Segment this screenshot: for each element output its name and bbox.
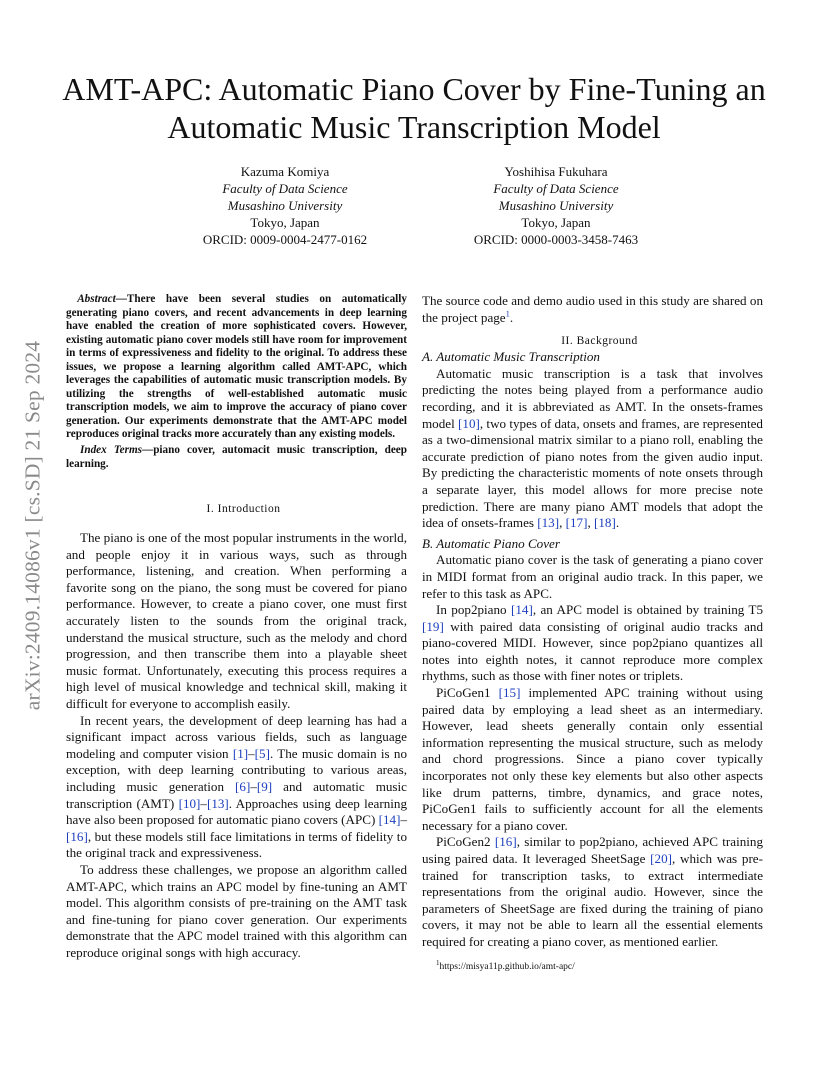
citation-link[interactable]: [16] [494,834,517,850]
author-orcid: ORCID: 0009-0004-2477-0162 [202,232,368,247]
arxiv-identifier: arXiv:2409.14086v1 [cs.SD] 21 Sep 2024 [20,340,45,710]
index-terms: Index Terms—piano cover, automacit music transcription, deep learning. [66,444,407,470]
abstract-text: There have been several studies on automatically generating piano covers, and recent advancements in deep learning have enabled the creation of more sophisticated covers. However, existing automatic piano cover models still have room for improvement in terms of expressiveness and fidelity to the original. To address these issues, we propose a learning algorithm called AMT-APC, which leverages the capabilities of automatic music transcription models. By utilizing the strengths of well-established automatic music transcription models, we aim to improve the accuracy of piano cover generation. Our experiments demonstrate that the AMT-APC model reproduces original tracks more accurately than any existing models. [66,293,407,441]
abstract: Abstract—There have been several studies on automatically generating piano covers, and recent advancements in deep learning have enabled the creation of more sophisticated covers. However, existing automatic piano cover models still have room for improvement in terms of expressiveness and fidelity to the original. To address these issues, we propose a learning algorithm called AMT-APC, which leverages the capabilities of automatic music transcription models. By utilizing the strengths of well-established automatic music transcription models, we aim to improve the accuracy of piano cover generation. Our experiments demonstrate that the AMT-APC model reproduces original tracks more accurately than any existing models. [66,293,407,441]
background-paragraph-apc-1: Automatic piano cover is the task of generating a piano cover in MIDI format from an original audio track. In this paper, we refer to this task as APC. [422,552,763,601]
background-paragraph-apc-4: PiCoGen2 [16], similar to pop2piano, achieved APC training using paired data. It leveraged SheetSage [20], which was pre-trained for transcription tasks, to extract intermediate representations from the original audio. However, since the parameters of SheetSage are fixed during the training of piano covers, it may not be able to learn all the essential elements required for creating a piano cover, as mentioned earlier. [422,834,764,949]
citation-link[interactable]: [19] [422,618,444,634]
author-name: Yoshihisa Fukuhara [504,164,608,179]
index-terms-label: Index Terms [80,444,142,457]
citation-link[interactable]: [17] [565,515,588,531]
citation-link[interactable]: [13] [537,515,560,531]
author-orcid: ORCID: 0000-0003-3458-7463 [473,232,639,247]
intro-continuation: The source code and demo audio used in this study are shared on the project page$^1$. [422,293,763,325]
author-university: Musashino University [227,198,343,213]
citation-link[interactable]: [5] [254,745,270,761]
citation-link[interactable]: [14] [510,602,533,618]
right-column [422,293,763,973]
author-university: Musashino University [498,198,614,213]
background-paragraph-apc-2: In pop2piano [14], an APC model is obtained by training T5 [19] with paired data consisting of original audio tracks and piano-covered MIDI. However, since pop2piano quantizes all notes into eighth notes, it cannot reproduce more complex rhythms, such as those with finer notes or triplets. [422,602,764,684]
citation-link[interactable]: [10] [458,415,480,431]
citation-link[interactable]: [9] [256,779,273,795]
footnote-marker[interactable]: 1 [505,308,510,319]
background-paragraph-amt: Automatic music transcription is a task that involves predicting the notes being played from a performance audio recording, and it is abbreviated as AMT. In the onsets-frames model [10], two types of data, onsets and frames, are represented as a two-dimensional matrix similar to a piano roll, enabling the accurate prediction of piano notes from the given audio input. By predicting the characteristic moments of note onsets through a separate layer, this model allows for more precise note prediction. There are many piano AMT models that adopt the idea of onsets-frames [13], [17], [18]. [422,365,763,531]
author-block-2 [426,163,686,248]
left-column [66,293,407,962]
abstract-label: Abstract [77,293,116,305]
citation-link[interactable]: [13] [206,795,229,811]
citation-link[interactable]: [14] [378,812,401,828]
citation-link[interactable]: [1] [232,745,249,761]
footnote-url-link[interactable]: https://misya11p.github.io/amt-apc/ [439,961,575,972]
subsection-heading-amt: A. Automatic Music Transcription [422,349,600,365]
citation-link[interactable]: [10] [178,795,201,811]
intro-paragraph-3: To address these challenges, we propose an algorithm called AMT-APC, which trains an APC model by fine-tuning an AMT model. This algorithm consists of pre-training on the AMT task and fine-tuning for piano cover generation. Our experiments demonstrate that the APC model trained with this algorithm can reproduce original songs with high accuracy. [66,861,407,960]
subsection-heading-apc: B. Automatic Piano Cover [422,535,560,551]
intro-paragraph-1: The piano is one of the most popular instruments in the world, and people enjoy it in various ways, such as through performance, listening, and creation. When performing a favorite song on the piano, the song must be covered for piano performance. However, to create a piano cover, one must first accurately listen to the sounds from the original track, understand the musical structure, such as the melody and chord progression, and then transcribe them into a playable sheet music format. Unfortunately, executing this process requires a high level of musical knowledge and technical skill, making it difficult for everyone to accomplish easily. [66,530,407,712]
citation-link[interactable]: [16] [66,828,88,844]
footnote [422,958,763,973]
citation-link[interactable]: [6] [235,779,251,795]
citation-link[interactable]: [15] [498,685,521,701]
background-paragraph-apc-3: PiCoGen1 [15] implemented APC training without using paired data by employing a lead sheet as an intermediary. However, lead sheets generally contain only essential information representing the musical structure, such as melody and chord progressions. Since a piano cover typically incorporates not only these key elements but also other aspects like drum patterns, timbre, dynamics, and grace notes, PiCoGen1 fails to sufficiently account for all the elements necessary for a piano cover. [422,685,763,833]
index-terms-text: piano cover, automacit music transcription, deep learning. [66,444,407,470]
paper-title: AMT-APC: Automatic Piano Cover by Fine-Tuning an Automatic Music Transcription Model [62,71,766,145]
author-faculty: Faculty of Data Science [222,181,348,196]
section-heading-introduction: I. Introduction [206,503,281,516]
section-heading-background: II. Background [561,335,638,348]
footnote-number: 1 [436,958,440,967]
citation-link[interactable]: [20] [650,851,672,866]
author-faculty: Faculty of Data Science [493,181,619,196]
author-block-1 [155,163,415,248]
intro-paragraph-2: In recent years, the development of deep learning has had a significant impact across various fields, such as language modeling and computer vision [1]–[5]. The music domain is no exception, with deep learning contributing to various areas, including music generation [6]–[9] and automatic music transcription (AMT) [10]–[13]. Approaches using deep learning have also been proposed for automatic piano covers (APC) [14]–[16], but these models still face limitations in terms of fidelity to the original track and expressiveness. [66,712,408,861]
author-location: Tokyo, Japan [250,215,320,230]
author-name: Kazuma Komiya [240,164,330,179]
author-location: Tokyo, Japan [521,215,591,230]
citation-link[interactable]: [18] [594,515,616,531]
